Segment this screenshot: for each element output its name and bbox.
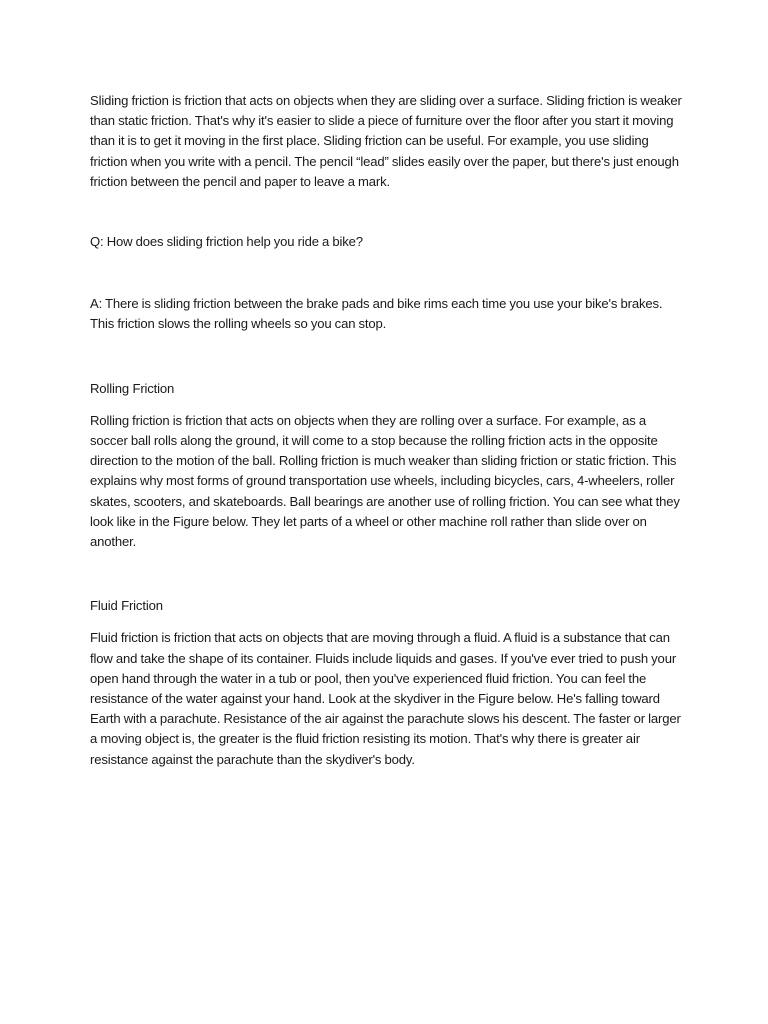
rolling-friction-paragraph: Rolling friction is friction that acts on objects when they are rolling over a surface. For example, as a soccer ball rolls along the ground, it will come to a stop because the rolling friction acts in the opposite direction to the motion of the ball. Rolling friction is much weaker than sliding friction or static friction. This explains why most forms of ground transportation use wheels, including bicycles, cars, 4-wheelers, roller skates, scooters, and skateboards. Ball bearings are another use of rolling friction. You can see what they look like in the Figure below. They let parts of a wheel or other machine roll rather than slide over on another. xyxy=(90,412,680,550)
sliding-friction-paragraph: Sliding friction is friction that acts on objects when they are sliding over a surface. Sliding friction is weaker than static friction. That's why it's easier to slide a piece of furniture over the floor after you start it moving than it is to get it moving in the first place. Sliding friction can be useful. For example, you use sliding friction when you write with a pencil. The pencil “lead” slides easily over the paper, but there's just enough friction between the pencil and paper to leave a mark. xyxy=(90,93,682,189)
rolling-friction-heading: Rolling Friction xyxy=(90,380,175,396)
question-text: Q: How does sliding friction help you ride a bike? xyxy=(90,234,363,250)
fluid-friction-paragraph: Fluid friction is friction that acts on objects that are moving through a fluid. A fluid is a substance that can flow and take the shape of its container. Fluids include liquids and gases. If you've ever tried to push your open hand through the water in a tub or pool, then you've experienced fluid friction. You can feel the resistance of the water against your hand. Look at the skydiver in the Figure below. He's falling toward Earth with a parachute. Resistance of the air against the parachute slows his descent. The faster or larger a moving object is, the greater is the fluid friction resisting its motion. That's why there is greater air resistance against the parachute than the skydiver's body. xyxy=(90,630,681,767)
fluid-friction-heading: Fluid Friction xyxy=(90,598,163,614)
document-body xyxy=(90,91,682,770)
answer-text: A: There is sliding friction between the brake pads and bike rims each time you use your bike's brakes. This friction slows the rolling wheels so you can stop. xyxy=(90,296,663,332)
